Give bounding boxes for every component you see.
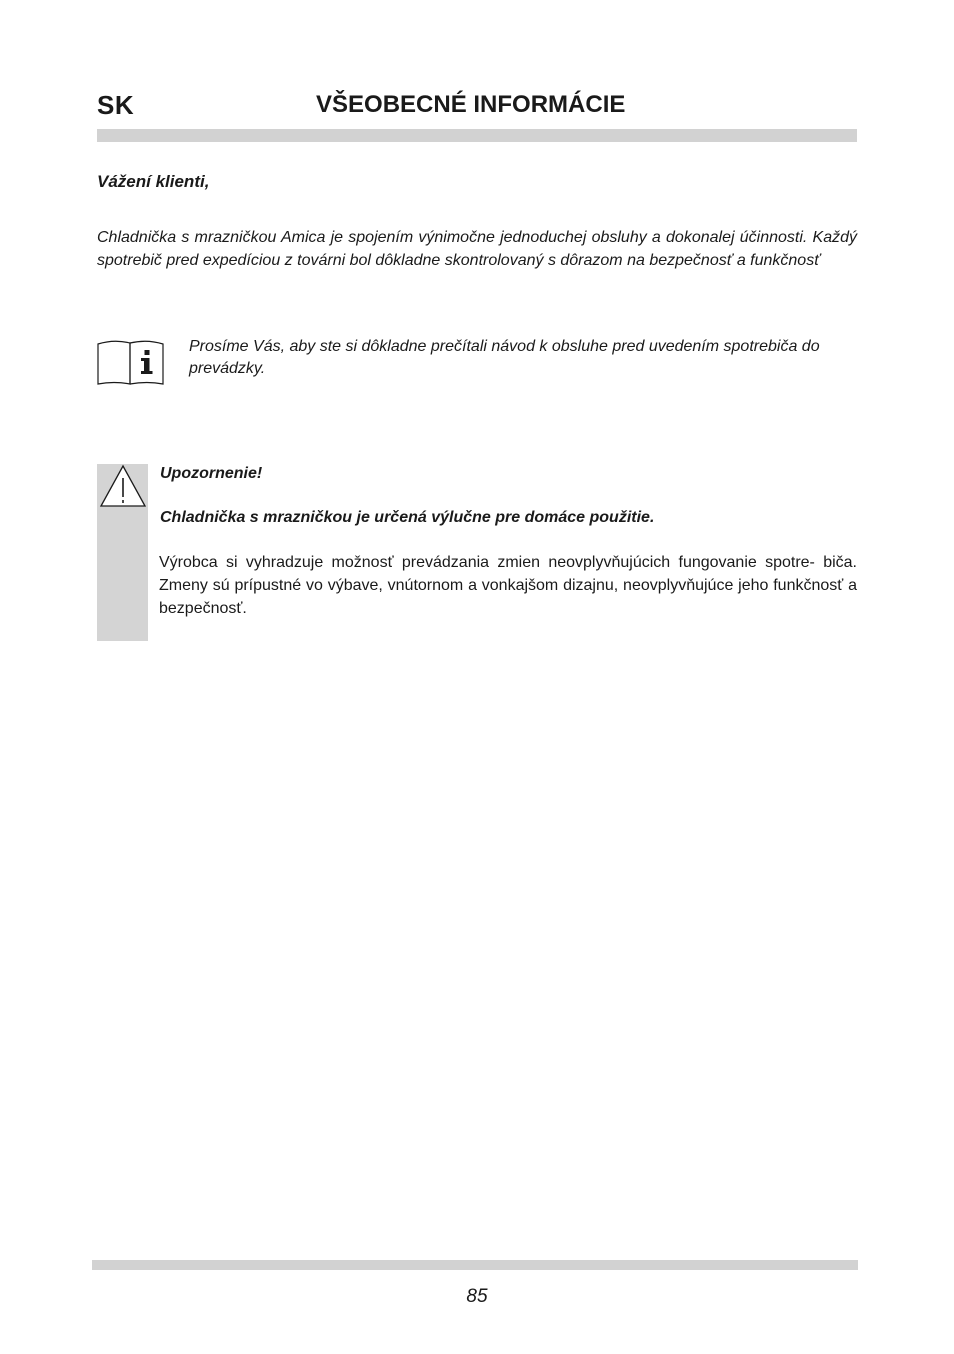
warning-triangle-icon	[99, 464, 147, 508]
page-title: VŠEOBECNÉ INFORMÁCIE	[316, 91, 626, 118]
footer-divider	[92, 1260, 858, 1270]
warning-body: Výrobca si vyhradzuje možnosť prevádzania zmien neovplyvňujúcich fungovanie spotre- biča. Zmeny sú prípustné vo výbave, vnútornom a vonkajšom dizajnu, neovplyvňujúce jeho funkčnosť a bezpečnosť.	[159, 554, 857, 617]
warning-heading: Upozornenie!	[160, 465, 263, 482]
info-note-text: Prosíme Vás, aby ste si dôkladne prečítali návod k obsluhe pred uvedením spotrebiča do prevádzky.	[189, 338, 820, 377]
warning-subheading: Chladnička s mrazničkou je určená výlučne pre domáce použitie.	[160, 509, 655, 526]
language-code: SK	[97, 90, 135, 120]
info-book-icon	[97, 338, 165, 386]
header-divider	[97, 129, 857, 142]
intro-paragraph: Chladnička s mrazničkou Amica je spojením výnimočne jednoduchej obsluhy a dokonalej účinnosti. Každý spotrebič pred expedíciou z továrni bol dôkladne skontrolovaný s dôrazom na bezpečnosť a funkčnosť	[97, 229, 857, 269]
page-number: 85	[466, 1286, 488, 1307]
greeting: Vážení klienti,	[97, 172, 210, 191]
